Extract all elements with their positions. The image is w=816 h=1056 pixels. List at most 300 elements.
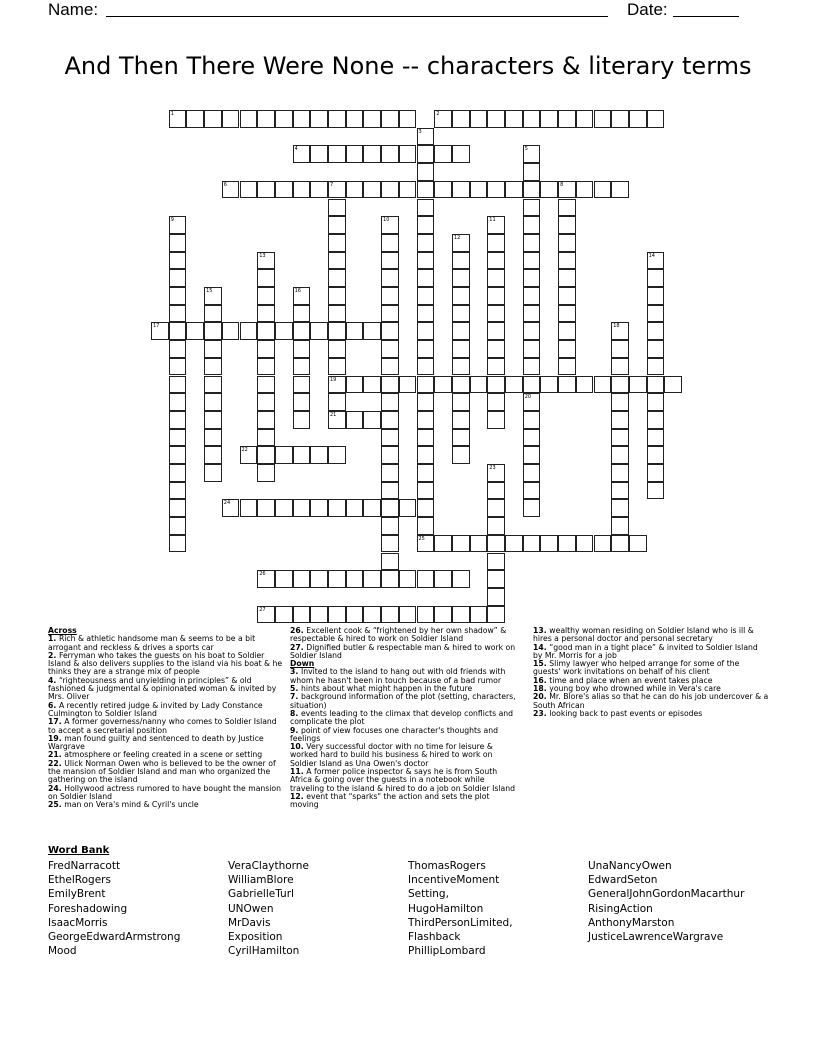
crossword-cell[interactable] xyxy=(381,145,399,163)
crossword-cell[interactable] xyxy=(611,411,629,429)
crossword-cell[interactable] xyxy=(487,553,505,571)
crossword-cell[interactable] xyxy=(257,110,275,128)
crossword-cell[interactable] xyxy=(346,376,364,394)
crossword-cell[interactable] xyxy=(611,376,629,394)
crossword-cell[interactable] xyxy=(328,376,346,394)
crossword-cell[interactable] xyxy=(381,446,399,464)
crossword-cell[interactable] xyxy=(540,181,558,199)
crossword-cell[interactable] xyxy=(417,446,435,464)
crossword-cell[interactable] xyxy=(381,322,399,340)
crossword-cell[interactable] xyxy=(328,269,346,287)
crossword-cell[interactable] xyxy=(381,234,399,252)
crossword-cell[interactable] xyxy=(523,464,541,482)
crossword-cell[interactable] xyxy=(293,358,311,376)
crossword-cell[interactable] xyxy=(558,234,576,252)
crossword-cell[interactable] xyxy=(257,322,275,340)
crossword-cell[interactable] xyxy=(452,234,470,252)
crossword-cell[interactable] xyxy=(523,199,541,217)
crossword-cell[interactable] xyxy=(257,340,275,358)
crossword-cell[interactable] xyxy=(452,376,470,394)
crossword-cell[interactable] xyxy=(169,287,187,305)
crossword-cell[interactable] xyxy=(523,411,541,429)
crossword-cell[interactable] xyxy=(328,411,346,429)
crossword-cell[interactable] xyxy=(487,322,505,340)
crossword-cell[interactable] xyxy=(558,305,576,323)
crossword-cell[interactable] xyxy=(363,606,381,624)
crossword-cell[interactable] xyxy=(346,570,364,588)
crossword-cell[interactable] xyxy=(647,110,665,128)
crossword-cell[interactable] xyxy=(363,181,381,199)
crossword-cell[interactable] xyxy=(257,570,275,588)
crossword-cell[interactable] xyxy=(523,376,541,394)
crossword-cell[interactable] xyxy=(452,429,470,447)
crossword-cell[interactable] xyxy=(417,199,435,217)
crossword-cell[interactable] xyxy=(647,376,665,394)
crossword-cell[interactable] xyxy=(487,181,505,199)
crossword-cell[interactable] xyxy=(452,393,470,411)
crossword-cell[interactable] xyxy=(470,376,488,394)
crossword-cell[interactable] xyxy=(293,376,311,394)
crossword-cell[interactable] xyxy=(611,517,629,535)
crossword-cell[interactable] xyxy=(523,287,541,305)
crossword-cell[interactable] xyxy=(611,393,629,411)
crossword-cell[interactable] xyxy=(417,464,435,482)
crossword-cell[interactable] xyxy=(523,110,541,128)
crossword-cell[interactable] xyxy=(240,181,258,199)
crossword-cell[interactable] xyxy=(328,446,346,464)
crossword-cell[interactable] xyxy=(204,340,222,358)
crossword-cell[interactable] xyxy=(505,181,523,199)
crossword-cell[interactable] xyxy=(417,287,435,305)
crossword-cell[interactable] xyxy=(487,464,505,482)
crossword-cell[interactable] xyxy=(151,322,169,340)
crossword-cell[interactable] xyxy=(434,535,452,553)
crossword-cell[interactable] xyxy=(611,110,629,128)
crossword-cell[interactable] xyxy=(558,199,576,217)
crossword-cell[interactable] xyxy=(505,110,523,128)
crossword-cell[interactable] xyxy=(381,358,399,376)
crossword-cell[interactable] xyxy=(328,234,346,252)
crossword-cell[interactable] xyxy=(611,181,629,199)
crossword-cell[interactable] xyxy=(381,110,399,128)
crossword-cell[interactable] xyxy=(487,517,505,535)
crossword-cell[interactable] xyxy=(452,606,470,624)
crossword-cell[interactable] xyxy=(310,181,328,199)
crossword-cell[interactable] xyxy=(611,482,629,500)
crossword-cell[interactable] xyxy=(363,145,381,163)
crossword-cell[interactable] xyxy=(169,482,187,500)
crossword-cell[interactable] xyxy=(629,376,647,394)
crossword-cell[interactable] xyxy=(487,110,505,128)
crossword-cell[interactable] xyxy=(558,110,576,128)
crossword-cell[interactable] xyxy=(328,216,346,234)
crossword-cell[interactable] xyxy=(399,110,417,128)
crossword-cell[interactable] xyxy=(594,110,612,128)
crossword-cell[interactable] xyxy=(434,110,452,128)
crossword-cell[interactable] xyxy=(540,535,558,553)
crossword-cell[interactable] xyxy=(399,499,417,517)
crossword-cell[interactable] xyxy=(434,376,452,394)
crossword-cell[interactable] xyxy=(363,570,381,588)
crossword-cell[interactable] xyxy=(257,411,275,429)
crossword-cell[interactable] xyxy=(558,252,576,270)
crossword-cell[interactable] xyxy=(647,446,665,464)
crossword-cell[interactable] xyxy=(523,163,541,181)
crossword-cell[interactable] xyxy=(169,393,187,411)
crossword-cell[interactable] xyxy=(204,110,222,128)
crossword-cell[interactable] xyxy=(647,482,665,500)
crossword-cell[interactable] xyxy=(611,464,629,482)
crossword-cell[interactable] xyxy=(275,110,293,128)
crossword-cell[interactable] xyxy=(470,535,488,553)
crossword-cell[interactable] xyxy=(346,499,364,517)
crossword-cell[interactable] xyxy=(452,269,470,287)
crossword-cell[interactable] xyxy=(523,358,541,376)
crossword-cell[interactable] xyxy=(169,429,187,447)
crossword-cell[interactable] xyxy=(417,482,435,500)
crossword-cell[interactable] xyxy=(169,411,187,429)
crossword-cell[interactable] xyxy=(576,376,594,394)
crossword-cell[interactable] xyxy=(381,411,399,429)
crossword-cell[interactable] xyxy=(487,287,505,305)
crossword-cell[interactable] xyxy=(452,110,470,128)
crossword-cell[interactable] xyxy=(169,110,187,128)
crossword-cell[interactable] xyxy=(328,322,346,340)
crossword-cell[interactable] xyxy=(363,499,381,517)
crossword-cell[interactable] xyxy=(540,110,558,128)
crossword-cell[interactable] xyxy=(417,570,435,588)
crossword-cell[interactable] xyxy=(381,517,399,535)
crossword-cell[interactable] xyxy=(452,340,470,358)
crossword-cell[interactable] xyxy=(629,535,647,553)
crossword-cell[interactable] xyxy=(417,429,435,447)
crossword-cell[interactable] xyxy=(275,499,293,517)
crossword-cell[interactable] xyxy=(558,322,576,340)
crossword-cell[interactable] xyxy=(417,535,435,553)
crossword-cell[interactable] xyxy=(293,340,311,358)
crossword-cell[interactable] xyxy=(611,429,629,447)
crossword-cell[interactable] xyxy=(169,305,187,323)
crossword-cell[interactable] xyxy=(558,340,576,358)
crossword-cell[interactable] xyxy=(293,606,311,624)
crossword-cell[interactable] xyxy=(399,376,417,394)
crossword-cell[interactable] xyxy=(169,535,187,553)
crossword-cell[interactable] xyxy=(647,393,665,411)
crossword-cell[interactable] xyxy=(204,376,222,394)
crossword-cell[interactable] xyxy=(417,128,435,146)
crossword-cell[interactable] xyxy=(381,570,399,588)
crossword-cell[interactable] xyxy=(169,464,187,482)
crossword-cell[interactable] xyxy=(293,499,311,517)
crossword-cell[interactable] xyxy=(275,606,293,624)
crossword-cell[interactable] xyxy=(381,181,399,199)
crossword-cell[interactable] xyxy=(328,110,346,128)
crossword-cell[interactable] xyxy=(523,322,541,340)
crossword-cell[interactable] xyxy=(275,181,293,199)
crossword-cell[interactable] xyxy=(346,110,364,128)
crossword-cell[interactable] xyxy=(576,110,594,128)
crossword-cell[interactable] xyxy=(381,464,399,482)
crossword-cell[interactable] xyxy=(558,287,576,305)
crossword-cell[interactable] xyxy=(647,287,665,305)
crossword-cell[interactable] xyxy=(523,393,541,411)
crossword-cell[interactable] xyxy=(417,322,435,340)
crossword-cell[interactable] xyxy=(452,446,470,464)
crossword-cell[interactable] xyxy=(629,110,647,128)
crossword-cell[interactable] xyxy=(647,464,665,482)
crossword-cell[interactable] xyxy=(523,482,541,500)
crossword-cell[interactable] xyxy=(169,252,187,270)
crossword-cell[interactable] xyxy=(647,305,665,323)
crossword-cell[interactable] xyxy=(222,110,240,128)
crossword-cell[interactable] xyxy=(487,411,505,429)
crossword-cell[interactable] xyxy=(186,110,204,128)
crossword-cell[interactable] xyxy=(647,429,665,447)
crossword-cell[interactable] xyxy=(558,358,576,376)
crossword-cell[interactable] xyxy=(346,322,364,340)
crossword-cell[interactable] xyxy=(611,340,629,358)
crossword-cell[interactable] xyxy=(204,411,222,429)
crossword-cell[interactable] xyxy=(381,340,399,358)
crossword-cell[interactable] xyxy=(328,358,346,376)
crossword-cell[interactable] xyxy=(381,535,399,553)
crossword-cell[interactable] xyxy=(434,145,452,163)
crossword-cell[interactable] xyxy=(434,570,452,588)
crossword-cell[interactable] xyxy=(487,269,505,287)
crossword-cell[interactable] xyxy=(346,181,364,199)
crossword-cell[interactable] xyxy=(487,358,505,376)
crossword-cell[interactable] xyxy=(523,269,541,287)
crossword-cell[interactable] xyxy=(310,446,328,464)
crossword-cell[interactable] xyxy=(240,446,258,464)
crossword-cell[interactable] xyxy=(487,482,505,500)
crossword-cell[interactable] xyxy=(487,393,505,411)
crossword-cell[interactable] xyxy=(523,234,541,252)
crossword-cell[interactable] xyxy=(275,446,293,464)
crossword-cell[interactable] xyxy=(346,606,364,624)
crossword-cell[interactable] xyxy=(399,145,417,163)
crossword-cell[interactable] xyxy=(647,340,665,358)
crossword-cell[interactable] xyxy=(434,606,452,624)
crossword-cell[interactable] xyxy=(328,252,346,270)
crossword-cell[interactable] xyxy=(558,535,576,553)
crossword-cell[interactable] xyxy=(417,252,435,270)
crossword-cell[interactable] xyxy=(452,322,470,340)
crossword-cell[interactable] xyxy=(328,499,346,517)
crossword-cell[interactable] xyxy=(452,411,470,429)
crossword-cell[interactable] xyxy=(647,411,665,429)
crossword-cell[interactable] xyxy=(381,499,399,517)
crossword-cell[interactable] xyxy=(417,163,435,181)
crossword-cell[interactable] xyxy=(204,446,222,464)
crossword-cell[interactable] xyxy=(487,216,505,234)
crossword-cell[interactable] xyxy=(399,606,417,624)
crossword-cell[interactable] xyxy=(293,322,311,340)
crossword-cell[interactable] xyxy=(310,145,328,163)
crossword-cell[interactable] xyxy=(487,340,505,358)
crossword-cell[interactable] xyxy=(417,305,435,323)
crossword-cell[interactable] xyxy=(470,181,488,199)
crossword-cell[interactable] xyxy=(381,393,399,411)
crossword-cell[interactable] xyxy=(257,181,275,199)
crossword-cell[interactable] xyxy=(257,358,275,376)
crossword-cell[interactable] xyxy=(417,376,435,394)
crossword-cell[interactable] xyxy=(169,358,187,376)
crossword-cell[interactable] xyxy=(487,588,505,606)
crossword-cell[interactable] xyxy=(204,429,222,447)
crossword-cell[interactable] xyxy=(240,110,258,128)
crossword-cell[interactable] xyxy=(558,181,576,199)
crossword-cell[interactable] xyxy=(399,570,417,588)
crossword-cell[interactable] xyxy=(487,606,505,624)
crossword-cell[interactable] xyxy=(310,570,328,588)
crossword-cell[interactable] xyxy=(611,499,629,517)
crossword-cell[interactable] xyxy=(647,269,665,287)
crossword-cell[interactable] xyxy=(293,411,311,429)
crossword-cell[interactable] xyxy=(169,216,187,234)
crossword-cell[interactable] xyxy=(257,305,275,323)
crossword-cell[interactable] xyxy=(487,499,505,517)
crossword-cell[interactable] xyxy=(417,411,435,429)
crossword-cell[interactable] xyxy=(169,234,187,252)
crossword-cell[interactable] xyxy=(487,252,505,270)
crossword-cell[interactable] xyxy=(523,145,541,163)
crossword-cell[interactable] xyxy=(381,482,399,500)
crossword-cell[interactable] xyxy=(558,376,576,394)
crossword-cell[interactable] xyxy=(381,287,399,305)
crossword-cell[interactable] xyxy=(611,446,629,464)
crossword-cell[interactable] xyxy=(470,606,488,624)
crossword-cell[interactable] xyxy=(664,376,682,394)
crossword-cell[interactable] xyxy=(204,322,222,340)
crossword-cell[interactable] xyxy=(417,499,435,517)
crossword-cell[interactable] xyxy=(487,535,505,553)
crossword-cell[interactable] xyxy=(328,393,346,411)
crossword-cell[interactable] xyxy=(363,376,381,394)
crossword-cell[interactable] xyxy=(293,570,311,588)
crossword-cell[interactable] xyxy=(523,216,541,234)
crossword-cell[interactable] xyxy=(381,376,399,394)
crossword-cell[interactable] xyxy=(346,411,364,429)
crossword-cell[interactable] xyxy=(417,393,435,411)
crossword-cell[interactable] xyxy=(417,234,435,252)
crossword-cell[interactable] xyxy=(523,340,541,358)
crossword-cell[interactable] xyxy=(452,358,470,376)
crossword-cell[interactable] xyxy=(275,322,293,340)
crossword-cell[interactable] xyxy=(381,269,399,287)
crossword-cell[interactable] xyxy=(363,322,381,340)
crossword-cell[interactable] xyxy=(452,535,470,553)
crossword-cell[interactable] xyxy=(487,570,505,588)
crossword-cell[interactable] xyxy=(381,216,399,234)
crossword-cell[interactable] xyxy=(417,517,435,535)
crossword-cell[interactable] xyxy=(257,499,275,517)
crossword-cell[interactable] xyxy=(381,429,399,447)
crossword-cell[interactable] xyxy=(417,358,435,376)
crossword-cell[interactable] xyxy=(204,358,222,376)
crossword-cell[interactable] xyxy=(310,499,328,517)
crossword-cell[interactable] xyxy=(328,199,346,217)
crossword-cell[interactable] xyxy=(310,322,328,340)
crossword-cell[interactable] xyxy=(293,145,311,163)
crossword-cell[interactable] xyxy=(186,322,204,340)
crossword-cell[interactable] xyxy=(328,145,346,163)
crossword-cell[interactable] xyxy=(328,181,346,199)
crossword-cell[interactable] xyxy=(257,269,275,287)
crossword-cell[interactable] xyxy=(204,464,222,482)
crossword-cell[interactable] xyxy=(222,322,240,340)
crossword-cell[interactable] xyxy=(381,305,399,323)
crossword-cell[interactable] xyxy=(169,322,187,340)
crossword-cell[interactable] xyxy=(204,305,222,323)
crossword-cell[interactable] xyxy=(293,110,311,128)
crossword-cell[interactable] xyxy=(293,446,311,464)
crossword-cell[interactable] xyxy=(487,305,505,323)
crossword-cell[interactable] xyxy=(399,181,417,199)
crossword-cell[interactable] xyxy=(257,287,275,305)
crossword-cell[interactable] xyxy=(222,499,240,517)
crossword-cell[interactable] xyxy=(611,535,629,553)
crossword-cell[interactable] xyxy=(381,252,399,270)
crossword-cell[interactable] xyxy=(169,269,187,287)
crossword-cell[interactable] xyxy=(293,305,311,323)
crossword-cell[interactable] xyxy=(169,517,187,535)
crossword-cell[interactable] xyxy=(505,535,523,553)
crossword-cell[interactable] xyxy=(381,606,399,624)
crossword-cell[interactable] xyxy=(470,110,488,128)
crossword-cell[interactable] xyxy=(594,181,612,199)
crossword-cell[interactable] xyxy=(523,446,541,464)
crossword-cell[interactable] xyxy=(346,145,364,163)
crossword-cell[interactable] xyxy=(505,376,523,394)
crossword-cell[interactable] xyxy=(257,606,275,624)
crossword-cell[interactable] xyxy=(169,340,187,358)
crossword-cell[interactable] xyxy=(381,553,399,571)
crossword-cell[interactable] xyxy=(417,181,435,199)
crossword-cell[interactable] xyxy=(452,181,470,199)
crossword-cell[interactable] xyxy=(310,606,328,624)
crossword-cell[interactable] xyxy=(328,606,346,624)
crossword-cell[interactable] xyxy=(240,499,258,517)
crossword-cell[interactable] xyxy=(363,411,381,429)
crossword-cell[interactable] xyxy=(328,287,346,305)
crossword-cell[interactable] xyxy=(169,376,187,394)
crossword-cell[interactable] xyxy=(647,322,665,340)
crossword-cell[interactable] xyxy=(523,499,541,517)
crossword-cell[interactable] xyxy=(293,181,311,199)
crossword-cell[interactable] xyxy=(417,145,435,163)
crossword-cell[interactable] xyxy=(169,499,187,517)
crossword-cell[interactable] xyxy=(417,606,435,624)
crossword-cell[interactable] xyxy=(204,287,222,305)
crossword-cell[interactable] xyxy=(204,393,222,411)
crossword-cell[interactable] xyxy=(275,570,293,588)
crossword-cell[interactable] xyxy=(257,376,275,394)
crossword-cell[interactable] xyxy=(293,287,311,305)
crossword-cell[interactable] xyxy=(523,181,541,199)
crossword-cell[interactable] xyxy=(523,535,541,553)
crossword-cell[interactable] xyxy=(452,570,470,588)
crossword-cell[interactable] xyxy=(328,340,346,358)
crossword-cell[interactable] xyxy=(169,446,187,464)
crossword-cell[interactable] xyxy=(452,252,470,270)
crossword-cell[interactable] xyxy=(417,216,435,234)
crossword-cell[interactable] xyxy=(257,429,275,447)
crossword-cell[interactable] xyxy=(310,110,328,128)
crossword-cell[interactable] xyxy=(647,252,665,270)
crossword-cell[interactable] xyxy=(523,429,541,447)
crossword-cell[interactable] xyxy=(417,269,435,287)
